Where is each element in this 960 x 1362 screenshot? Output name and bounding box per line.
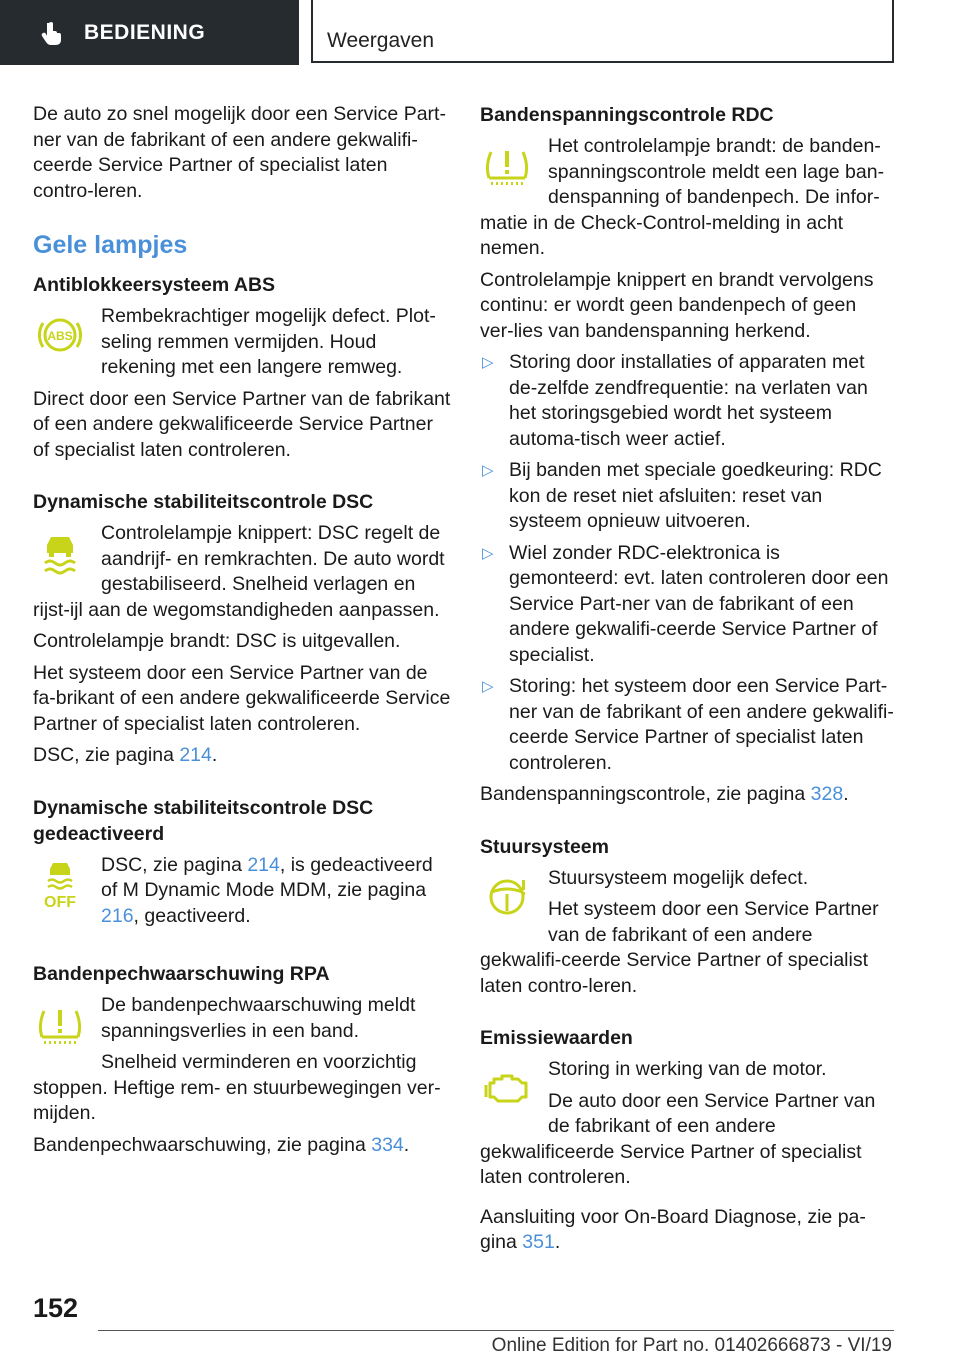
emissions-section [480, 1025, 894, 1256]
rdc-section [480, 102, 894, 808]
rdc-bullet-list [480, 350, 894, 776]
emissions-paragraph-2: De auto door een Service Partner van de fabrikant of een andere gekwalificeerde Service Partner of specialist laten controleren. [480, 1089, 876, 1188]
steering-paragraph-1: Stuursysteem mogelijk defect. [548, 866, 809, 889]
dsc-reference: DSC, zie pagina 214. [33, 744, 218, 766]
rpa-paragraph-2: Snelheid verminderen en voorzichtig stoppen. Heftige rem- en stuurbewegingen ver-mijden. [33, 1051, 441, 1124]
rdc-paragraph-2: Controlelampje knippert en brandt vervolgens continu: er wordt geen bandenpech of geen ver-lies van bandenspanning herkend. [480, 268, 874, 342]
triangle-bullet-icon: ▷ [482, 544, 494, 562]
triangle-bullet-icon: ▷ [482, 354, 494, 371]
abs-paragraph-2: Direct door een Service Partner van de fabrikant of een andere gekwalificeerde Service Partner of specialist laten controleren. [33, 387, 451, 461]
emissions-reference: Aansluiting voor On-Board Diagnose, zie pa-gina 351. [480, 1205, 866, 1253]
section-heading: Gele lampjes [33, 231, 188, 259]
header-title-box [311, 0, 894, 63]
rdc-reference: Bandenspanningscontrole, zie pagina 328. [480, 783, 849, 805]
abs-section [33, 272, 451, 463]
footer-edition: Online Edition for Part no. 01402666873 - VI/19 [491, 1335, 892, 1356]
steering-paragraph-2: Het systeem door een Service Partner van de fabrikant of een andere gekwalifi-ceerde Service Partner of specialist laten contro-leren. [480, 898, 879, 997]
page-number: 152 [33, 1293, 79, 1323]
engine-warning-icon [480, 1061, 534, 1115]
rdc-page-link[interactable]: 328 [810, 783, 844, 805]
dsc-paragraph-2: Controlelampje brandt: DSC is uitgevallen. [33, 630, 401, 652]
steering-section [480, 834, 894, 1000]
dsc-off-page-link-2[interactable]: 216 [101, 904, 134, 927]
steering-title: Stuursysteem [480, 835, 609, 858]
rpa-paragraph-1: De bandenpechwaarschuwing meldt spanningsverlies in een band. [101, 994, 416, 1042]
dsc-off-page-link-1[interactable]: 214 [247, 853, 280, 876]
triangle-bullet-icon: ▷ [482, 678, 494, 695]
dsc-paragraph-1: Controlelampje knippert: DSC regelt de aandrijf- en remkrachten. De auto wordt gestabiliseerd. Snelheid verlagen en rijst-ijl aan de wegomstandigheden aanpassen. [33, 522, 445, 621]
header-section-tab [0, 0, 299, 65]
rpa-section [33, 961, 451, 1158]
abs-paragraph-1: Rembekrachtiger mogelijk defect. Plot-seling remmen vermijden. Houd rekening met een langere remweg. [101, 305, 436, 378]
tire-warning-icon [33, 997, 87, 1051]
right-column [480, 102, 894, 1282]
rdc-paragraph-1: Het controlelampje brandt: de banden-spanningscontrole meldt een lage ban-denspanning of bandenpech. De infor-matie in de Check-Control-melding in acht nemen. [480, 135, 885, 259]
dsc-off-paragraph: DSC, zie pagina 214, is gedeactiveerd of M Dynamic Mode MDM, zie pagina 216, geactiveerd. [101, 853, 433, 927]
steering-wheel-warning-icon [480, 870, 534, 924]
section-label: BEDIENING [84, 20, 206, 44]
dsc-off-icon-label: OFF [44, 893, 76, 911]
abs-warning-icon [33, 308, 87, 362]
footer-divider [98, 1330, 894, 1331]
dsc-paragraph-3: Het systeem door een Service Partner van de fa-brikant of een andere gekwalificeerde Service Partner of specialist laten controleren. [33, 661, 451, 735]
hand-pointer-icon [40, 20, 66, 46]
abs-title: Antiblokkeersysteem ABS [33, 274, 276, 296]
dsc-title: Dynamische stabiliteitscontrole DSC [33, 491, 374, 513]
left-column [33, 102, 451, 1184]
dsc-off-icon [33, 857, 87, 911]
dsc-off-title: Dynamische stabiliteitscontrole DSC gedeactiveerd [33, 796, 374, 845]
emissions-paragraph-1: Storing in werking van de motor. [548, 1058, 827, 1080]
tire-pressure-warning-icon [480, 138, 534, 192]
dsc-section [33, 489, 451, 769]
obd-page-link[interactable]: 351 [522, 1231, 555, 1253]
page-title: Weergaven [327, 29, 435, 52]
triangle-bullet-icon: ▷ [482, 462, 494, 479]
rdc-title: Bandenspanningscontrole RDC [480, 104, 774, 126]
rpa-page-link[interactable]: 334 [371, 1133, 404, 1156]
rpa-title: Bandenpechwaarschuwing RPA [33, 963, 330, 985]
dsc-off-section [33, 795, 451, 936]
list-item: ▷ Bij banden met speciale goedkeuring: RDC kon de reset niet afsluiten: reset van systeem opnieuw uitvoeren. [482, 459, 882, 532]
list-item: ▷ Wiel zonder RDC-elektronica is gemonteerd: evt. laten controleren door een Service Part-ner van de fabrikant of een andere gekwalifi-ceerde Service Partner of specialist. [482, 541, 889, 666]
dsc-skid-car-icon [33, 525, 87, 579]
list-item: ▷ Storing: het systeem door een Service Part-ner van de fabrikant of een andere gekwalifi-ceerde Service Partner of specialist laten controleren. [482, 675, 894, 774]
dsc-page-link[interactable]: 214 [179, 744, 212, 766]
list-item: ▷ Storing door installaties of apparaten met de-zelfde zendfrequentie: na verlaten van het storingsgebied wordt het systeem automa-tisch weer actief. [482, 351, 868, 450]
intro-paragraph: De auto zo snel mogelijk door een Service Part-ner van de fabrikant of een andere gekwalifi-ceerde Service Partner of specialist laten contro-leren. [33, 103, 446, 202]
rpa-reference: Bandenpechwaarschuwing, zie pagina 334. [33, 1133, 410, 1156]
abs-icon-label: ABS [47, 329, 73, 343]
emissions-title: Emissiewaarden [480, 1027, 633, 1049]
